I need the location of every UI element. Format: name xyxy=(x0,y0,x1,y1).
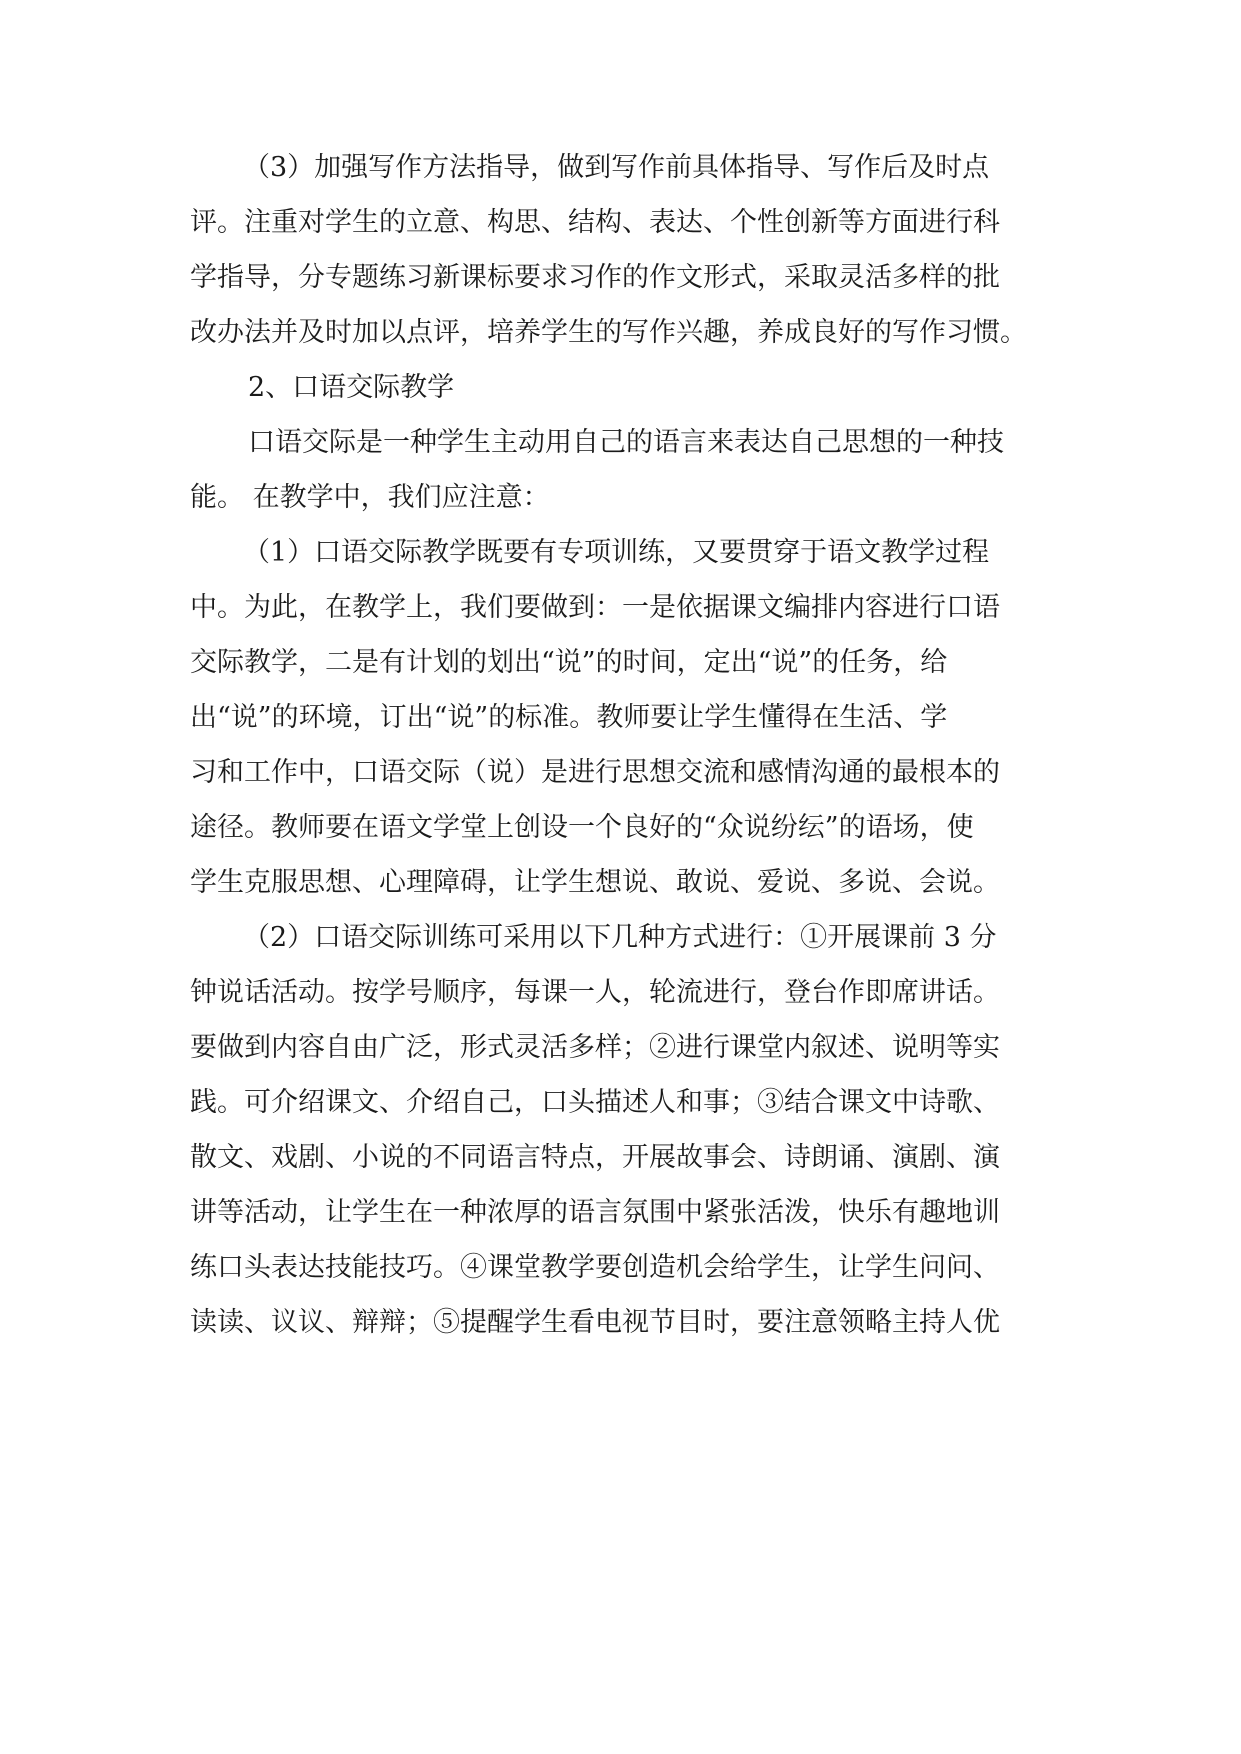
paragraph-2-line-5: 散文、戏剧、小说的不同语言特点，开展故事会、诗朗诵、演剧、演 xyxy=(190,1142,1000,1173)
section-heading-oral-communication: 2、口语交际教学 xyxy=(248,372,455,403)
paragraph-1-line-5: 习和工作中，口语交际（说）是进行思想交流和感情沟通的最根本的 xyxy=(190,757,1000,788)
paragraph-1-line-4: 出“说”的环境，订出“说”的标准。教师要让学生懂得在生活、学 xyxy=(190,702,948,733)
paragraph-2-line-8: 读读、议议、辩辩；⑤提醒学生看电视节目时，要注意领略主持人优 xyxy=(190,1307,1000,1338)
paragraph-1-line-1: （1）口语交际教学既要有专项训练，又要贯穿于语文教学过程 xyxy=(243,537,990,568)
paragraph-2-line-3: 要做到内容自由广泛，形式灵活多样；②进行课堂内叙述、说明等实 xyxy=(190,1032,1000,1063)
paragraph-1-line-6: 途径。教师要在语文学堂上创设一个良好的“众说纷纭”的语场，使 xyxy=(190,812,974,843)
paragraph-2-line-7: 练口头表达技能技巧。④课堂教学要创造机会给学生，让学生问问、 xyxy=(190,1252,1000,1283)
paragraph-3-line-1: （3）加强写作方法指导，做到写作前具体指导、写作后及时点 xyxy=(243,152,990,183)
paragraph-3-line-4: 改办法并及时加以点评，培养学生的写作兴趣，养成良好的写作习惯。 xyxy=(190,317,1027,348)
paragraph-2-line-1: （2）口语交际训练可采用以下几种方式进行：①开展课前 3 分 xyxy=(243,922,997,953)
paragraph-3-line-3: 学指导，分专题练习新课标要求习作的作文形式，采取灵活多样的批 xyxy=(190,262,1000,293)
paragraph-2-line-4: 践。可介绍课文、介绍自己，口头描述人和事；③结合课文中诗歌、 xyxy=(190,1087,1000,1118)
paragraph-1-line-7: 学生克服思想、心理障碍，让学生想说、敢说、爱说、多说、会说。 xyxy=(190,867,1000,898)
intro-paragraph-line-2: 能。 在教学中，我们应注意： xyxy=(190,482,550,513)
paragraph-1-line-2: 中。为此，在教学上，我们要做到：一是依据课文编排内容进行口语 xyxy=(190,592,1000,623)
intro-paragraph-line-1: 口语交际是一种学生主动用自己的语言来表达自己思想的一种技 xyxy=(248,427,1004,458)
paragraph-2-line-2: 钟说话活动。按学号顺序，每课一人，轮流进行，登台作即席讲话。 xyxy=(190,977,1000,1008)
paragraph-3-line-2: 评。注重对学生的立意、构思、结构、表达、个性创新等方面进行科 xyxy=(190,207,1000,238)
paragraph-1-line-3: 交际教学，二是有计划的划出“说”的时间，定出“说”的任务，给 xyxy=(190,647,948,678)
paragraph-2-line-6: 讲等活动，让学生在一种浓厚的语言氛围中紧张活泼，快乐有趣地训 xyxy=(190,1197,1000,1228)
